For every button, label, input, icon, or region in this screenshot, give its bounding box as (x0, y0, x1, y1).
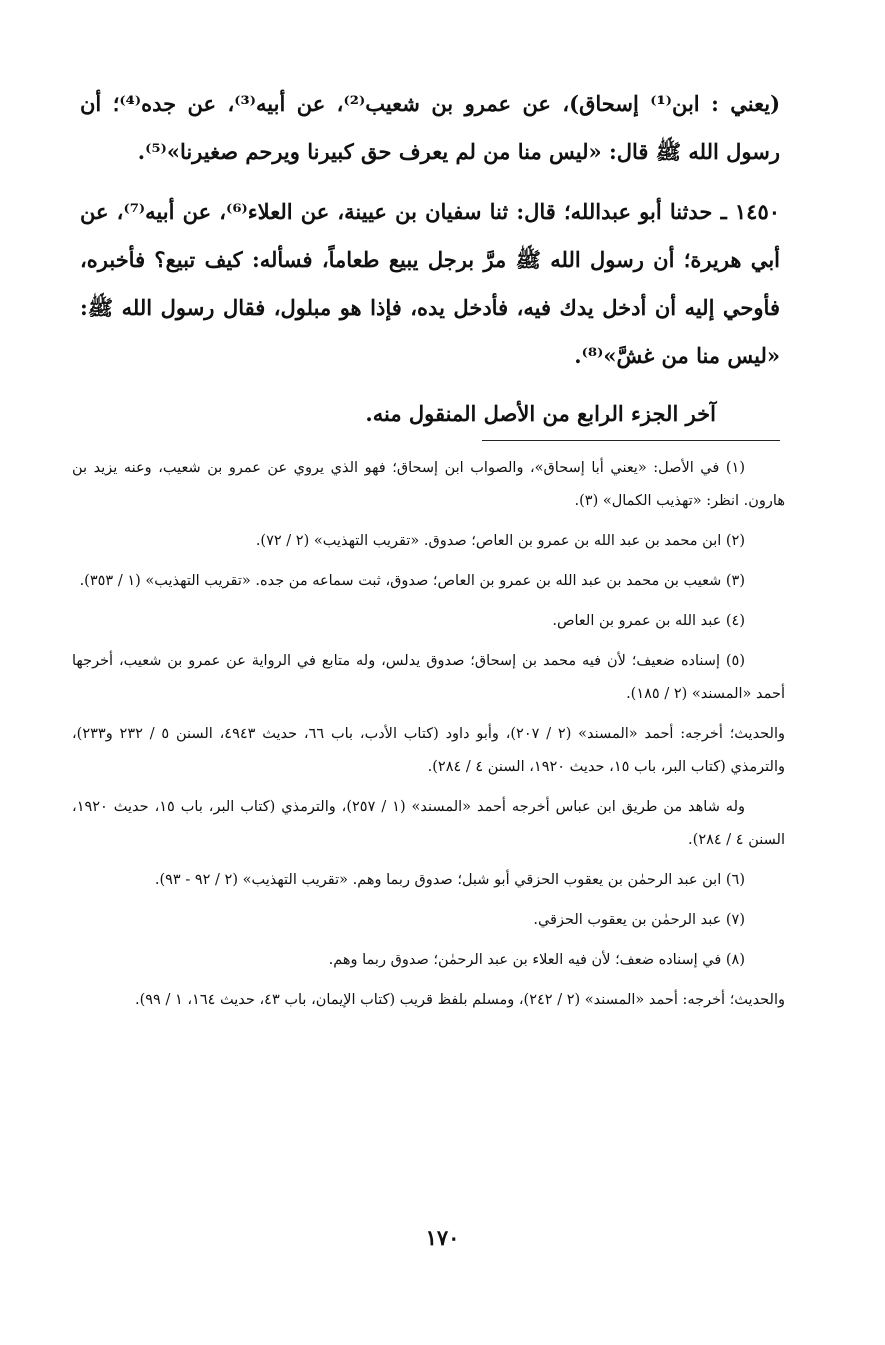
footnote-separator (482, 440, 780, 441)
part-end-note: آخر الجزء الرابع من الأصل المنقول منه. (365, 401, 716, 426)
footnote-5: (٥) إسناده ضعيف؛ لأن فيه محمد بن إسحاق؛ صدوق يدلس، وله متابع في الرواية عن عمرو بن شعيب، أخرجها أحمد «المسند» (٢ / ١٨٥). (72, 653, 785, 702)
footnote-5-witness: وله شاهد من طريق ابن عباس أخرجه أحمد «المسند» (١ / ٢٥٧)، والترمذي (كتاب البر، باب ١٥، حديث ١٩٢٠، السنن ٤ / ٢٨٤). (72, 799, 785, 848)
footnote-1: (١) في الأصل: «يعني أبا إسحاق»، والصواب ابن إسحاق؛ فهو الذي يروي عن عمرو بن شعيب، وعنه يزيد بن هارون. انظر: «تهذيب الكمال» (٣). (72, 460, 785, 509)
footnote-7: (٧) عبد الرحمٰن بن يعقوب الحزقي. (533, 912, 745, 928)
footnote-5-continued: والحديث؛ أخرجه: أحمد «المسند» (٢ / ٢٠٧)، وأبو داود (كتاب الأدب، باب ٦٦، حديث ٤٩٤٣، السنن ٥ / ٢٣٢ و٢٣٣)، والترمذي (كتاب البر، باب ١٥، حديث ١٩٢٠، السنن ٤ / ٢٨٤). (72, 726, 785, 775)
main-text (80, 80, 780, 438)
footnotes (72, 452, 785, 1024)
hadith-1450: ١٤٥٠ ـ حدثنا أبو عبدالله؛ قال: ثنا سفيان بن عيينة، عن العلاء⁽⁶⁾، عن أبيه⁽⁷⁾، عن أبي هريرة؛ أن رسول الله ﷺ مرَّ برجل يبيع طعاماً، فسأله: كيف تبيع؟ فأخبره، فأوحي إليه أن أدخل يدك فيه، فأدخل يده، فإذا هو مبلول، فقال رسول الله ﷺ: «ليس منا من غشَّ»⁽⁸⁾. (80, 199, 781, 368)
footnote-8-continued: والحديث؛ أخرجه: أحمد «المسند» (٢ / ٢٤٢)، ومسلم بلفظ قريب (كتاب الإيمان، باب ٤٣، حديث ١٦٤، ١ / ٩٩). (134, 992, 785, 1008)
footnote-8: (٨) في إسناده ضعف؛ لأن فيه العلاء بن عبد الرحمٰن؛ صدوق ربما وهم. (328, 952, 745, 968)
page-number: ١٧٠ (425, 1225, 460, 1250)
footnote-3: (٣) شعيب بن محمد بن عبد الله بن عمرو بن العاص؛ صدوق، ثبت سماعه من جده. «تقريب التهذيب» (١ / ٣٥٣). (79, 573, 745, 589)
footnote-2: (٢) ابن محمد بن عبد الله بن عمرو بن العاص؛ صدوق. «تقريب التهذيب» (٢ / ٧٢). (255, 533, 745, 549)
footnote-6: (٦) ابن عبد الرحمٰن بن يعقوب الحزقي أبو شبل؛ صدوق ربما وهم. «تقريب التهذيب» (٢ / ٩٢ - ٩٣). (154, 872, 745, 888)
footnote-4: (٤) عبد الله بن عمرو بن العاص. (552, 613, 745, 629)
paragraph-1: (يعني : ابن⁽¹⁾ إسحاق)، عن عمرو بن شعيب⁽²⁾، عن أبيه⁽³⁾، عن جده⁽⁴⁾؛ أن رسول الله ﷺ قال: «ليس منا من لم يعرف حق كبيرنا ويرحم صغيرنا»⁽⁵⁾. (80, 91, 781, 164)
